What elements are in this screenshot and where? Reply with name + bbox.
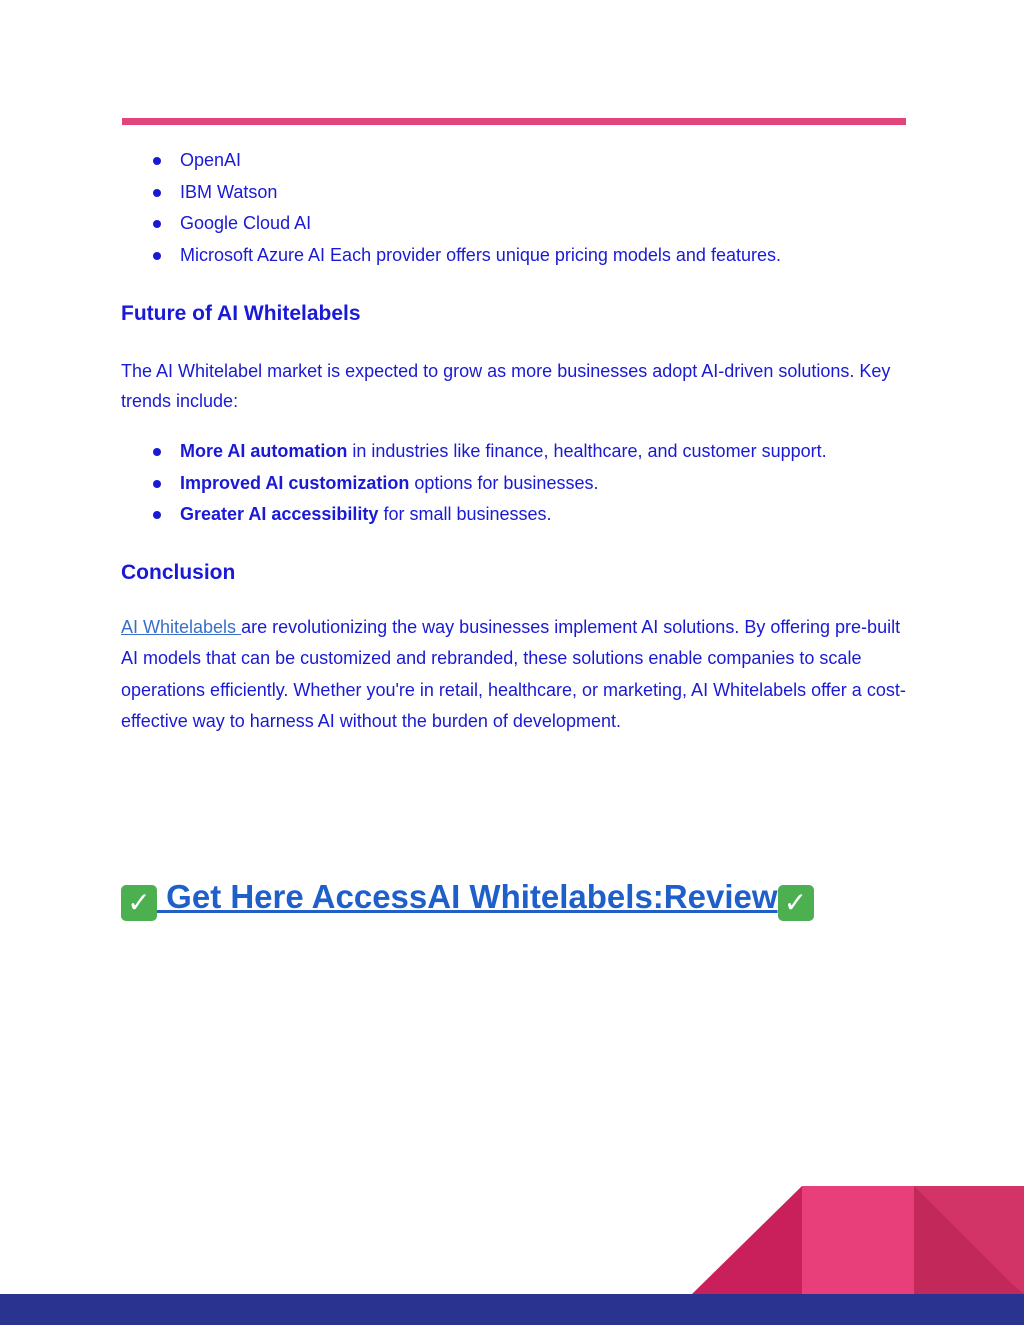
cta-label: Get Here AccessAI Whitelabels:Review	[157, 878, 778, 915]
check-icon: ✓	[778, 885, 814, 921]
deco-square	[802, 1186, 914, 1294]
list-item: Microsoft Azure AI Each provider offers unique pricing models and features.	[151, 240, 911, 272]
conclusion-heading: Conclusion	[121, 560, 236, 584]
list-item: Google Cloud AI	[151, 208, 911, 240]
deco-triangle	[692, 1186, 802, 1294]
footer-bar	[0, 1294, 1024, 1325]
list-item: OpenAI	[151, 145, 911, 177]
ai-whitelabels-link[interactable]: AI Whitelabels	[121, 616, 242, 637]
conclusion-text: are revolutionizing the way businesses implement AI solutions. By offering pre-built AI models that can be customized and rebranded, these solutions enable companies to scale operations efficiently. Whether you're in retail, healthcare, or marketing, AI Whitelabels offer a cost-effective way to harness AI without the burden of development.	[121, 616, 906, 731]
future-heading: Future of AI Whitelabels	[121, 302, 361, 325]
trend-bold: More AI automation	[180, 441, 348, 461]
trend-text: options for businesses.	[409, 472, 599, 493]
trend-text: in industries like finance, healthcare, and customer support.	[347, 441, 827, 461]
trend-text: for small businesses.	[378, 504, 552, 524]
trend-bold: Greater AI accessibility	[180, 504, 379, 524]
list-item: IBM Watson	[151, 177, 911, 209]
trend-bold: Improved AI customization	[180, 472, 410, 493]
future-intro: The AI Whitelabel market is expected to grow as more businesses adopt AI-driven solutions. Key trends include:	[121, 361, 891, 411]
check-icon: ✓	[121, 885, 157, 921]
